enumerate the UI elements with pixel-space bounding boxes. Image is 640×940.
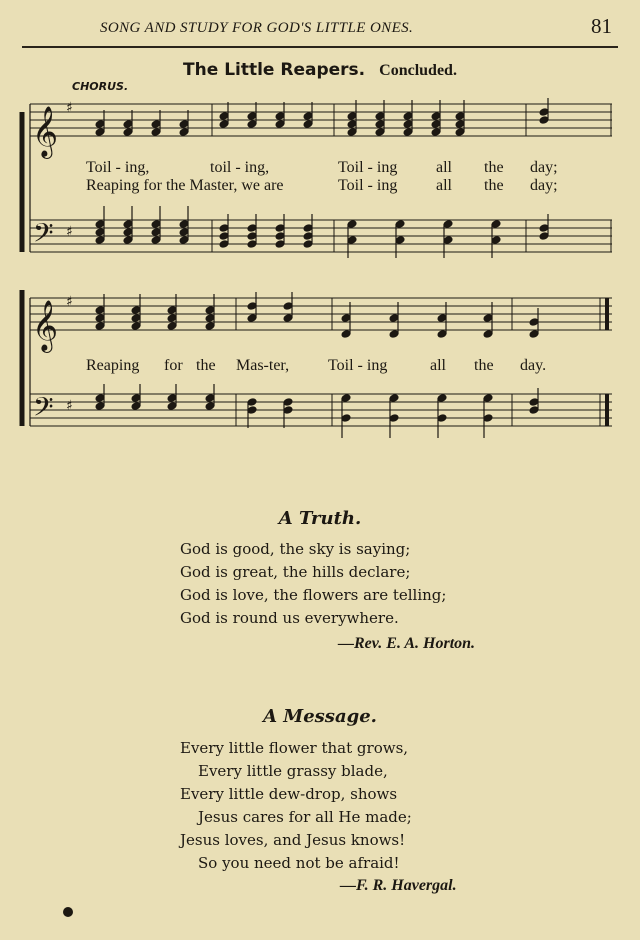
poem-title: A Truth. [278, 508, 362, 529]
poem-line: So you need not be afraid! [198, 854, 400, 872]
system2-treble-staff [30, 298, 612, 330]
treble-clef-icon: 𝄞 [32, 300, 59, 351]
lyric: Toil - ing [338, 177, 398, 194]
lyric: Toil - ing [338, 159, 398, 176]
sharp-icon: ♯ [66, 294, 73, 310]
poem-author: —Rev. E. A. Horton. [338, 635, 476, 652]
poem-author: —F. R. Havergal. [340, 877, 457, 894]
poem-title: A Message. [263, 706, 377, 727]
lyric: toil - ing, [210, 159, 270, 176]
page-number: 81 [591, 14, 612, 38]
system1-bass-staff [30, 220, 612, 252]
lyric: day. [520, 357, 547, 374]
lyric: day; [530, 159, 558, 176]
lyric: Reaping for the Master, we are [86, 177, 284, 194]
chorus-label: CHORUS. [72, 80, 129, 93]
sharp-icon: ♯ [66, 100, 73, 116]
poem-line: God is love, the flowers are telling; [180, 586, 447, 604]
poem-line: God is good, the sky is saying; [180, 540, 411, 558]
lyric: the [196, 357, 216, 374]
lyric: all [436, 159, 452, 176]
poem-line: Jesus cares for all He made; [198, 808, 412, 826]
lyric: the [484, 159, 504, 176]
lyric: the [474, 357, 494, 374]
lyric: all [430, 357, 446, 374]
sharp-icon: ♯ [66, 398, 73, 414]
bass-clef-icon: 𝄢 [33, 217, 54, 255]
lyric: Reaping [86, 357, 140, 374]
song-title: The Little Reapers. [183, 60, 366, 80]
poem-line: Every little grassy blade, [198, 762, 388, 780]
lyric: for [164, 357, 183, 374]
system1-treble-staff [30, 104, 612, 136]
poem-line: Every little flower that grows, [180, 739, 409, 757]
poem-line: God is round us everywhere. [180, 609, 399, 627]
lyric: Toil - ing, [86, 159, 150, 176]
poem-line: Jesus loves, and Jesus knows! [180, 831, 406, 849]
treble-clef-icon: 𝄞 [32, 106, 59, 157]
poem-line: Every little dew-drop, shows [180, 785, 398, 803]
lyric: the [484, 177, 504, 194]
lyric: all [436, 177, 452, 194]
ink-blot [63, 907, 73, 917]
lyric: day; [530, 177, 558, 194]
poem-line: God is great, the hills declare; [180, 563, 411, 581]
bass-clef-icon: 𝄢 [33, 391, 54, 429]
system2-bass-staff [30, 394, 612, 426]
sharp-icon: ♯ [66, 224, 73, 240]
lyric: Mas-ter, [236, 357, 290, 374]
lyric: Toil - ing [328, 357, 388, 374]
song-subtitle: Concluded. [379, 62, 457, 79]
header-title: SONG AND STUDY FOR GOD'S LITTLE ONES. [100, 20, 414, 36]
